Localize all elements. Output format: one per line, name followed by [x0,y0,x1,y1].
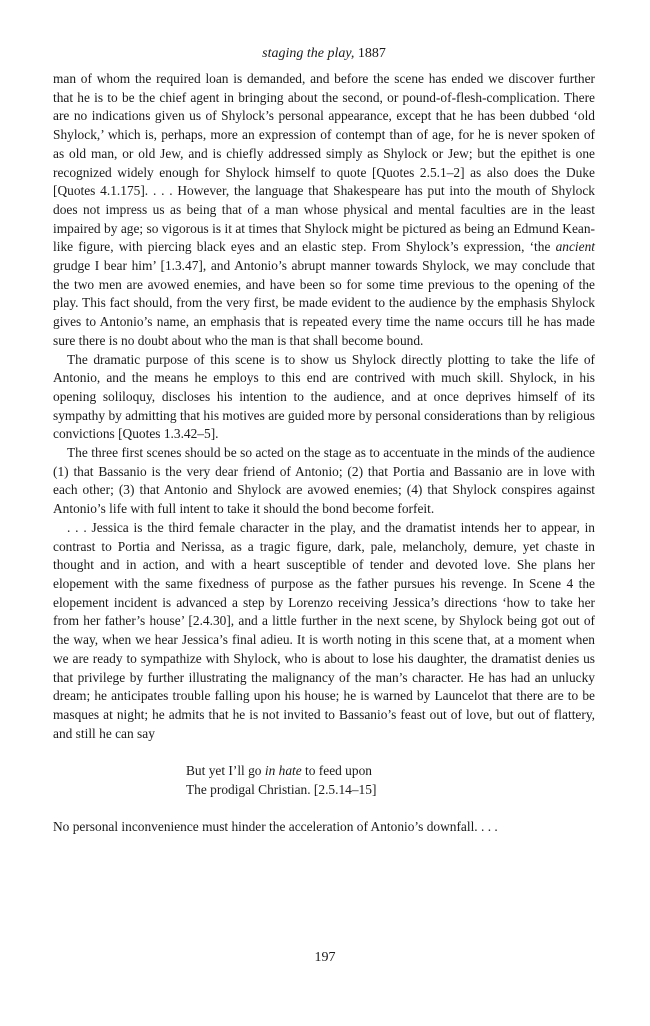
verse-quotation [186,761,595,799]
running-head-title: staging the play, [262,46,355,61]
paragraph [53,70,595,351]
body-text [53,70,595,743]
verse-text: But yet I’ll go [186,763,265,779]
verse-line [186,761,595,780]
paragraph [53,444,595,519]
closing-paragraph: No personal inconvenience must hinder the acceleration of Antonio’s downfall. . . . [53,819,498,835]
paragraph-text: The dramatic purpose of this scene is to show us Shylock directly plotting to take the life of Antonio, and the means he employs to this end are contrived with much skill. Shylock, in his opening soliloquy, discloses his intention to the audience, and at once deprives himself of its sympathy by admitting that his motives are guided more by personal considerations than by religious convictions [Quotes 1.3.42–5]. [53,351,595,442]
paragraph [53,519,595,743]
verse-line: The prodigal Christian. [2.5.14–15] [186,782,377,798]
paragraph-text: grudge I bear him’ [1.3.47], and Antonio’s abrupt manner towards Shylock, we may conclude that the two men are avowed enemies, and have been so for some time previous to the opening of the play. This fact should, from the very first, be made evident to the audience by the emphasis Shylock gives to Antonio’s name, an emphasis that is repeated every time the name occurs till he has made sure there is no doubt about who the man is that shall become bound. [53,258,595,348]
paragraph-text: man of whom the required loan is demanded, and before the scene has ended we discover further that he is to be the chief agent in bringing about the second, or pound-of-flesh-complication. There are no indications given us of Shylock’s personal appearance, except that he has been dubbed ‘old Shylock,’ which is, perhaps, more an expression of contempt than of age, for he is never spoken of as old man, or old Jew, and is chiefly addressed simply as Shylock or Jew; but the epithet is one recognized widely enough for Shylock himself to quote [Quotes 2.5.1–2] as also does the Duke [Quotes 4.1.175]. . . . However, the language that Shakespeare has put into the mouth of Shylock does not impress us as being that of a man whose physical and mental faculties are in the least impaired by age; so vigorous is it at times that Shylock might be pictured as being an Edmund Kean-like figure, with piercing black eyes and an elastic step. From Shylock’s expression, ‘the [53,71,595,255]
running-head [53,44,595,64]
page-body [53,44,595,837]
running-head-year: 1887 [357,46,386,61]
verse-text: to feed upon [301,763,372,779]
paragraph [53,351,595,445]
emphasis-text: ancient [555,239,595,255]
page-number: 197 [314,950,336,965]
verse-emphasis: in hate [264,763,302,779]
paragraph-text: The three first scenes should be so acted on the stage as to accentuate in the minds of the audience (1) that Bassanio is the very dear friend of Antonio; (2) that Portia and Bassanio are in love with each other; (3) that Antonio and Shylock are avowed enemies; (4) that Shylock conspires against Antonio’s life with full intent to take it should the bond become forfeit. [53,445,595,517]
paragraph-text: . . . Jessica is the third female character in the play, and the dramatist intends her to appear, in contrast to Portia and Nerissa, as a tragic figure, dark, pale, melancholy, demure, yet chaste in thought and in action, and with a heart susceptible of tender and devoted love. She plans her elopement with the same fixedness of purpose as the father pursues his revenge. In Scene 4 the elopement incident is advanced a step by Lorenzo receiving Jessica’s directions ‘how to take her from her father’s house’ [2.4.30], and a little further in the next scene, by Shylock being got out of the way, when we hear Jessica’s final adieu. It is worth noting in this scene that, at a moment when we are ready to sympathize with Shylock, who is about to lose his daughter, the dramatist denies us that privilege by further illustrating the malignancy of the man’s character. He has had an unlucky dream; he anticipates trouble falling upon his house; he is warned by Launcelot that there are to be masques at night; he admits that he is not invited to Bassanio’s feast out of love, but out of flattery, and still he can say [53,519,595,741]
